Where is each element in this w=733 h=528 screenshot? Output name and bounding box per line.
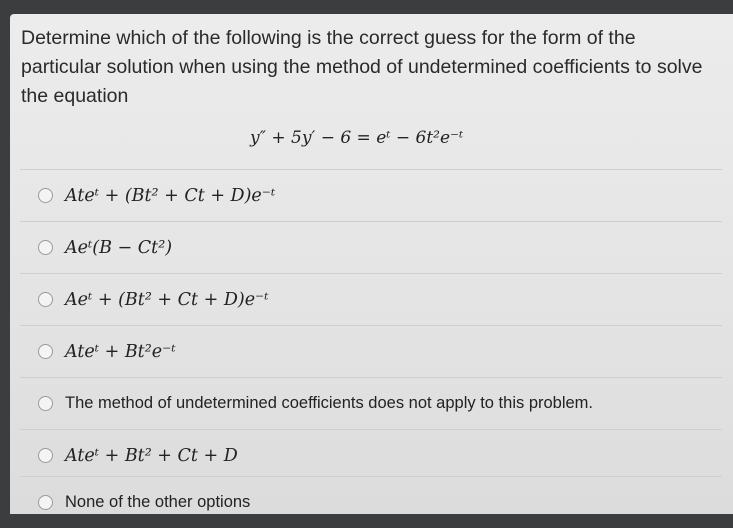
answer-option-label: Ateᵗ + Bt² + Ct + D bbox=[65, 445, 238, 466]
radio-button-icon[interactable] bbox=[38, 495, 53, 510]
answer-option-2[interactable] bbox=[20, 221, 722, 273]
answer-option-3[interactable] bbox=[20, 273, 722, 325]
answer-option-label: Aeᵗ + (Bt² + Ct + D)e⁻ᵗ bbox=[65, 289, 269, 310]
answer-option-7[interactable] bbox=[20, 476, 722, 528]
answer-option-label: None of the other options bbox=[65, 493, 251, 511]
radio-button-icon[interactable] bbox=[38, 448, 53, 463]
question-prompt: Determine which of the following is the correct guess for the form of the particular solution when using the method of undetermined coefficients to solve the equation bbox=[21, 27, 703, 107]
answer-option-label: Ateᵗ + Bt²e⁻ᵗ bbox=[65, 341, 176, 362]
radio-button-icon[interactable] bbox=[38, 188, 53, 203]
answer-option-label: The method of undetermined coefficients does not apply to this problem. bbox=[65, 394, 594, 412]
answer-option-5[interactable] bbox=[20, 377, 722, 429]
answer-option-6[interactable] bbox=[20, 429, 722, 481]
question-card bbox=[10, 14, 733, 514]
answer-option-label: Aeᵗ(B − Ct²) bbox=[65, 237, 173, 258]
answer-option-4[interactable] bbox=[20, 325, 722, 377]
radio-button-icon[interactable] bbox=[38, 240, 53, 255]
answer-option-label: Ateᵗ + (Bt² + Ct + D)e⁻ᵗ bbox=[65, 185, 276, 206]
question-equation: y″ + 5y′ − 6 = eᵗ − 6t²e⁻ᵗ bbox=[250, 128, 464, 148]
radio-button-icon[interactable] bbox=[38, 344, 53, 359]
radio-button-icon[interactable] bbox=[38, 396, 53, 411]
radio-button-icon[interactable] bbox=[38, 292, 53, 307]
answer-option-1[interactable] bbox=[20, 169, 722, 221]
